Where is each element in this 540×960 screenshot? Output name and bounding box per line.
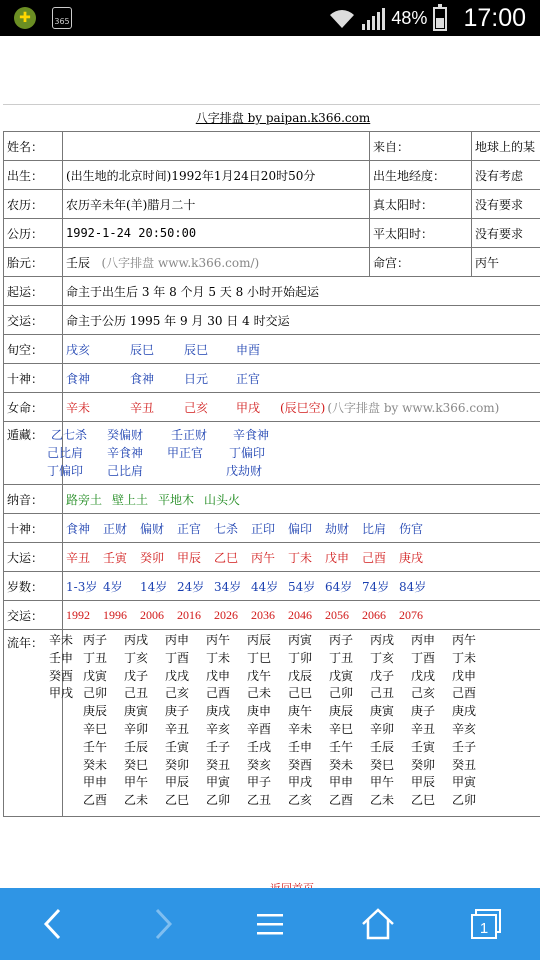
liunian-year: 丙戌 xyxy=(124,633,149,647)
liunian-year: 己未 xyxy=(247,686,272,701)
liunian-year: 甲午 xyxy=(124,775,149,790)
menu-button[interactable] xyxy=(240,894,300,954)
liunian-year: 癸卯 xyxy=(165,757,190,772)
dayun-item: 壬寅 xyxy=(103,550,128,565)
xunkong-item: 辰巳 xyxy=(130,342,155,357)
liunian-column xyxy=(165,632,206,810)
liunian-year: 癸酉 xyxy=(49,668,74,683)
canggan-item: 辛食神 xyxy=(107,446,144,460)
liunian-year: 甲申 xyxy=(83,775,108,790)
web-content[interactable] xyxy=(0,36,540,888)
label-suishu: 岁数： xyxy=(4,572,63,601)
menu-icon xyxy=(255,911,285,937)
liunian-year: 丙午 xyxy=(452,633,477,647)
shishen2-item: 正印 xyxy=(251,521,276,536)
row-shishen2 xyxy=(4,514,540,543)
label-shishen: 十神： xyxy=(4,364,63,393)
label-true-solar: 真太阳时： xyxy=(370,190,472,219)
shishen2-item: 正财 xyxy=(103,521,128,536)
suishu-item: 84岁 xyxy=(399,579,427,594)
tabs-icon xyxy=(469,908,503,940)
row-liunian xyxy=(4,630,540,817)
suishu-item: 44岁 xyxy=(251,579,279,594)
shishen2-item: 食神 xyxy=(66,521,91,536)
dayun-item: 庚戌 xyxy=(399,550,424,565)
canggan-item: 丁偏印 xyxy=(229,446,266,460)
label-longitude: 出生地经度： xyxy=(370,161,472,190)
jiaoyun-year: 1996 xyxy=(103,607,127,622)
pillar-hour: 甲戌 xyxy=(236,400,261,415)
row-lunar xyxy=(4,190,540,219)
row-jiaoyun2 xyxy=(4,601,540,630)
liunian-year: 乙酉 xyxy=(329,793,354,808)
dayun-item: 丁未 xyxy=(288,550,313,565)
liunian-year: 己丑 xyxy=(370,686,395,701)
liunian-year: 戊戌 xyxy=(165,668,190,683)
shishen-item: 正官 xyxy=(236,371,261,386)
liunian-year: 丁巳 xyxy=(247,650,272,665)
liunian-year: 庚戌 xyxy=(206,704,231,719)
liunian-year: 丁酉 xyxy=(411,650,436,665)
value-suishu xyxy=(63,572,540,601)
shishen2-item: 比肩 xyxy=(362,521,387,536)
liunian-column xyxy=(370,632,411,810)
nayin-item: 平地木 xyxy=(158,492,195,507)
liunian-year: 己亥 xyxy=(411,686,436,701)
liunian-year: 壬寅 xyxy=(165,739,190,754)
liunian-year: 乙巳 xyxy=(411,793,436,808)
liunian-year: 己丑 xyxy=(124,686,149,701)
nayin-item: 山头火 xyxy=(204,492,241,507)
xunkong-item: 辰巳 xyxy=(184,342,209,357)
liunian-year: 庚辰 xyxy=(83,704,108,719)
liunian-year: 己酉 xyxy=(452,686,477,701)
value-mean-solar: 没有要求 xyxy=(472,219,540,248)
canggan-item: 癸偏财 xyxy=(107,428,144,442)
value-true-solar: 没有要求 xyxy=(472,190,540,219)
value-nayin xyxy=(63,485,540,514)
liunian-year: 戊申 xyxy=(206,668,231,683)
liunian-year: 癸丑 xyxy=(206,757,231,772)
liunian-year: 癸丑 xyxy=(452,757,477,772)
signal-icon xyxy=(361,7,385,31)
home-button[interactable] xyxy=(348,894,408,954)
liunian-column xyxy=(83,632,124,810)
liunian-year: 丁亥 xyxy=(124,650,149,665)
liunian-year: 壬辰 xyxy=(124,739,149,754)
liunian-year: 戊寅 xyxy=(83,668,108,683)
page-title xyxy=(3,104,540,131)
liunian-year: 癸酉 xyxy=(288,757,313,772)
value-nvming xyxy=(63,393,540,422)
dayun-item: 甲辰 xyxy=(177,550,202,565)
liunian-year: 癸未 xyxy=(83,757,108,772)
liunian-year: 庚寅 xyxy=(124,704,149,719)
value-shishen xyxy=(63,364,540,393)
label-lunar: 农历： xyxy=(4,190,63,219)
shishen-item: 食神 xyxy=(130,371,155,386)
dayun-item: 戊申 xyxy=(325,550,350,565)
liunian-year: 己亥 xyxy=(165,686,190,701)
liunian-year: 乙巳 xyxy=(165,793,190,808)
liunian-year: 癸未 xyxy=(329,757,354,772)
liunian-year: 壬戌 xyxy=(247,739,272,754)
liunian-year: 辛亥 xyxy=(206,721,231,736)
liunian-year: 壬申 xyxy=(49,650,74,665)
dayun-item: 癸卯 xyxy=(140,550,165,565)
dayun-item: 辛丑 xyxy=(66,550,91,565)
row-name xyxy=(4,132,540,161)
liunian-year: 辛巳 xyxy=(329,721,354,736)
row-dayun xyxy=(4,543,540,572)
home-icon xyxy=(360,907,396,941)
liunian-grid xyxy=(49,632,540,810)
liunian-year: 丙戌 xyxy=(370,633,395,647)
liunian-year: 壬辰 xyxy=(370,739,395,754)
row-jiaoyun xyxy=(4,306,540,335)
liunian-column xyxy=(124,632,165,810)
liunian-year: 壬子 xyxy=(206,739,231,754)
liunian-year: 甲辰 xyxy=(411,775,436,790)
liunian-column xyxy=(329,632,370,810)
value-minggong: 丙午 xyxy=(472,248,540,277)
jiaoyun-year: 2026 xyxy=(214,607,238,622)
label-dayun: 大运： xyxy=(4,543,63,572)
value-birth: (出生地的北京时间)1992年1月24日20时50分 xyxy=(63,161,370,190)
label-nvming: 女命： xyxy=(4,393,63,422)
liunian-column xyxy=(288,632,329,810)
pillar-year: 辛未 xyxy=(66,400,91,415)
jiaoyun-year: 2006 xyxy=(140,607,164,622)
liunian-year: 庚戌 xyxy=(452,704,477,719)
shishen2-item: 偏财 xyxy=(140,521,165,536)
liunian-year: 戊子 xyxy=(370,668,395,683)
row-suishu xyxy=(4,572,540,601)
label-minggong: 命宫： xyxy=(370,248,472,277)
liunian-year: 辛未 xyxy=(49,633,74,647)
liunian-year: 壬子 xyxy=(452,739,477,754)
liunian-year: 乙卯 xyxy=(206,793,231,808)
liunian-year: 丁亥 xyxy=(370,650,395,665)
forward-arrow-icon xyxy=(147,907,177,941)
liunian-year: 乙亥 xyxy=(288,793,313,808)
taiyuan-value: 壬辰 xyxy=(66,255,91,270)
liunian-year: 丁丑 xyxy=(329,650,354,665)
label-taiyuan: 胎元： xyxy=(4,248,63,277)
liunian-year: 壬午 xyxy=(83,739,108,754)
liunian-year: 丙寅 xyxy=(288,633,313,647)
row-taiyuan xyxy=(4,248,540,277)
label-jiaoyun2: 交运： xyxy=(4,601,63,630)
kong-note: (辰巳空) xyxy=(280,400,326,415)
liunian-year: 癸巳 xyxy=(124,757,149,772)
xunkong-item: 戌亥 xyxy=(66,342,91,357)
xunkong-item: 申酉 xyxy=(236,342,261,357)
suishu-item: 1-3岁 xyxy=(66,579,98,594)
value-shishen2 xyxy=(63,514,540,543)
liunian-year: 丙子 xyxy=(83,633,108,647)
jiaoyun-year: 2046 xyxy=(288,607,312,622)
liunian-year: 壬午 xyxy=(329,739,354,754)
canggan-item: 丁偏印 xyxy=(47,464,84,478)
shishen-item: 食神 xyxy=(66,371,91,386)
title-link[interactable]: 八字排盘 by paipan.k366.com xyxy=(195,111,371,125)
liunian-year: 庚申 xyxy=(247,704,272,719)
value-canggan xyxy=(47,422,540,485)
browser-nav-bar xyxy=(0,888,540,960)
label-liunian: 流年： xyxy=(4,630,63,817)
jiaoyun-year: 2066 xyxy=(362,607,386,622)
liunian-year: 癸亥 xyxy=(247,757,272,772)
jiaoyun-year: 2036 xyxy=(251,607,275,622)
suishu-item: 34岁 xyxy=(214,579,242,594)
liunian-column xyxy=(247,632,288,810)
value-lunar: 农历辛未年(羊)腊月二十 xyxy=(63,190,370,219)
suishu-item: 74岁 xyxy=(362,579,390,594)
canggan-item: 壬正财 xyxy=(171,428,208,442)
canggan-item: 乙七杀 xyxy=(51,428,88,442)
shishen2-item: 伤官 xyxy=(399,521,424,536)
liunian-year: 辛丑 xyxy=(165,721,190,736)
liunian-year: 庚寅 xyxy=(370,704,395,719)
clock: 17:00 xyxy=(463,4,526,32)
label-jiaoyun: 交运： xyxy=(4,306,63,335)
tabs-button[interactable] xyxy=(456,894,516,954)
liunian-year: 己巳 xyxy=(288,686,313,701)
dayun-item: 己酉 xyxy=(362,550,387,565)
label-canggan: 遁藏： xyxy=(4,422,63,485)
liunian-year: 丁未 xyxy=(206,650,231,665)
row-nayin xyxy=(4,485,540,514)
suishu-item: 64岁 xyxy=(325,579,353,594)
liunian-year: 乙未 xyxy=(124,793,149,808)
battery-percent: 48% xyxy=(391,8,428,28)
battery-icon xyxy=(433,7,447,31)
value-liunian xyxy=(49,630,540,817)
dayun-item: 丙午 xyxy=(251,550,276,565)
liunian-year: 甲辰 xyxy=(165,775,190,790)
liunian-year: 甲寅 xyxy=(206,775,231,790)
liunian-year: 乙未 xyxy=(370,793,395,808)
value-dayun xyxy=(63,543,540,572)
label-xunkong: 旬空： xyxy=(4,335,63,364)
liunian-year: 乙丑 xyxy=(247,793,272,808)
tabs-count: 1 xyxy=(479,920,489,937)
liunian-year: 甲戌 xyxy=(49,686,74,701)
row-birth xyxy=(4,161,540,190)
liunian-year: 丁卯 xyxy=(288,650,313,665)
value-xunkong xyxy=(63,335,540,364)
liunian-year: 辛亥 xyxy=(452,721,477,736)
dayun-item: 乙巳 xyxy=(214,550,239,565)
label-qiyun: 起运： xyxy=(4,277,63,306)
liunian-year: 己卯 xyxy=(83,686,108,701)
value-taiyuan xyxy=(63,248,370,277)
label-solar: 公历： xyxy=(4,219,63,248)
liunian-year: 甲午 xyxy=(370,775,395,790)
calendar-app-icon: 365 xyxy=(52,7,72,29)
forward-button[interactable] xyxy=(132,894,192,954)
shishen-item: 日元 xyxy=(184,371,209,386)
liunian-year: 辛酉 xyxy=(247,721,272,736)
liunian-year: 甲申 xyxy=(329,775,354,790)
suishu-item: 54岁 xyxy=(288,579,316,594)
bazi-page xyxy=(3,104,540,817)
row-solar xyxy=(4,219,540,248)
shishen2-item: 七杀 xyxy=(214,521,239,536)
jiaoyun-year: 1992 xyxy=(66,607,90,622)
liunian-year: 庚辰 xyxy=(329,704,354,719)
status-bar xyxy=(0,0,540,36)
pillar-day: 己亥 xyxy=(184,400,209,415)
liunian-year: 辛卯 xyxy=(370,721,395,736)
liunian-year: 癸卯 xyxy=(411,757,436,772)
label-from: 来自： xyxy=(370,132,472,161)
liunian-year: 戊申 xyxy=(452,668,477,683)
row-nvming xyxy=(4,393,540,422)
liunian-year: 辛丑 xyxy=(411,721,436,736)
liunian-year: 戊寅 xyxy=(329,668,354,683)
value-longitude: 没有考虑 xyxy=(472,161,540,190)
liunian-column xyxy=(452,632,493,810)
row-xunkong xyxy=(4,335,540,364)
liunian-column xyxy=(49,632,83,810)
row-qiyun xyxy=(4,277,540,306)
bazi-table xyxy=(3,131,540,817)
back-arrow-icon xyxy=(39,907,69,941)
value-jiaoyun2 xyxy=(63,601,540,630)
row-shishen xyxy=(4,364,540,393)
nvming-note[interactable]: (八字排盘 by www.k366.com) xyxy=(327,400,500,415)
taiyuan-note[interactable]: (八字排盘 www.k366.com/) xyxy=(101,255,260,270)
liunian-year: 丙申 xyxy=(165,633,190,647)
liunian-year: 丙辰 xyxy=(247,633,272,647)
value-solar: 1992-1-24 20:50:00 xyxy=(63,219,370,248)
shishen2-item: 劫财 xyxy=(325,521,350,536)
suishu-item: 4岁 xyxy=(103,579,123,594)
liunian-column xyxy=(206,632,247,810)
jiaoyun-year: 2056 xyxy=(325,607,349,622)
liunian-year: 癸巳 xyxy=(370,757,395,772)
notification-app-icon: ✚ xyxy=(14,7,36,29)
canggan-item: 己比肩 xyxy=(107,464,144,478)
suishu-item: 24岁 xyxy=(177,579,205,594)
jiaoyun-year: 2076 xyxy=(399,607,423,622)
label-shishen2: 十神： xyxy=(4,514,63,543)
label-birth: 出生： xyxy=(4,161,63,190)
label-mean-solar: 平太阳时： xyxy=(370,219,472,248)
liunian-year: 壬申 xyxy=(288,739,313,754)
label-name: 姓名： xyxy=(4,132,63,161)
liunian-year: 庚子 xyxy=(165,704,190,719)
liunian-year: 丁酉 xyxy=(165,650,190,665)
shishen2-item: 偏印 xyxy=(288,521,313,536)
canggan-item: 戊劫财 xyxy=(226,464,263,478)
nayin-item: 路旁土 xyxy=(66,492,103,507)
liunian-year: 庚午 xyxy=(288,704,313,719)
value-name xyxy=(63,132,370,161)
liunian-year: 戊午 xyxy=(247,668,272,683)
shishen2-item: 正官 xyxy=(177,521,202,536)
liunian-year: 辛卯 xyxy=(124,721,149,736)
suishu-item: 14岁 xyxy=(140,579,168,594)
liunian-year: 己卯 xyxy=(329,686,354,701)
liunian-year: 辛未 xyxy=(288,721,313,736)
back-button[interactable] xyxy=(24,894,84,954)
canggan-item: 辛食神 xyxy=(233,428,270,442)
liunian-year: 丙午 xyxy=(206,633,231,647)
liunian-year: 戊辰 xyxy=(288,668,313,683)
liunian-year: 甲寅 xyxy=(452,775,477,790)
liunian-year: 乙卯 xyxy=(452,793,477,808)
value-from: 地球上的某 xyxy=(472,132,540,161)
liunian-year: 戊子 xyxy=(124,668,149,683)
pillar-month: 辛丑 xyxy=(130,400,155,415)
liunian-year: 丁未 xyxy=(452,650,477,665)
liunian-year: 丙申 xyxy=(411,633,436,647)
liunian-year: 戊戌 xyxy=(411,668,436,683)
liunian-year: 丁丑 xyxy=(83,650,108,665)
row-canggan xyxy=(4,422,540,485)
liunian-year: 甲子 xyxy=(247,775,272,790)
jiaoyun-year: 2016 xyxy=(177,607,201,622)
liunian-year: 乙酉 xyxy=(83,793,108,808)
liunian-year: 己酉 xyxy=(206,686,231,701)
label-nayin: 纳音： xyxy=(4,485,63,514)
liunian-year: 甲戌 xyxy=(288,775,313,790)
liunian-column xyxy=(411,632,452,810)
wifi-icon xyxy=(329,8,355,30)
canggan-item: 甲正官 xyxy=(167,446,204,460)
liunian-year: 庚子 xyxy=(411,704,436,719)
value-jiaoyun: 命主于公历 1995 年 9 月 30 日 4 时交运 xyxy=(63,306,540,335)
liunian-year: 辛巳 xyxy=(83,721,108,736)
liunian-year: 壬寅 xyxy=(411,739,436,754)
nayin-item: 壁上土 xyxy=(112,492,149,507)
value-qiyun: 命主于出生后 3 年 8 个月 5 天 8 小时开始起运 xyxy=(63,277,540,306)
canggan-item: 己比肩 xyxy=(47,446,84,460)
liunian-year: 丙子 xyxy=(329,633,354,647)
